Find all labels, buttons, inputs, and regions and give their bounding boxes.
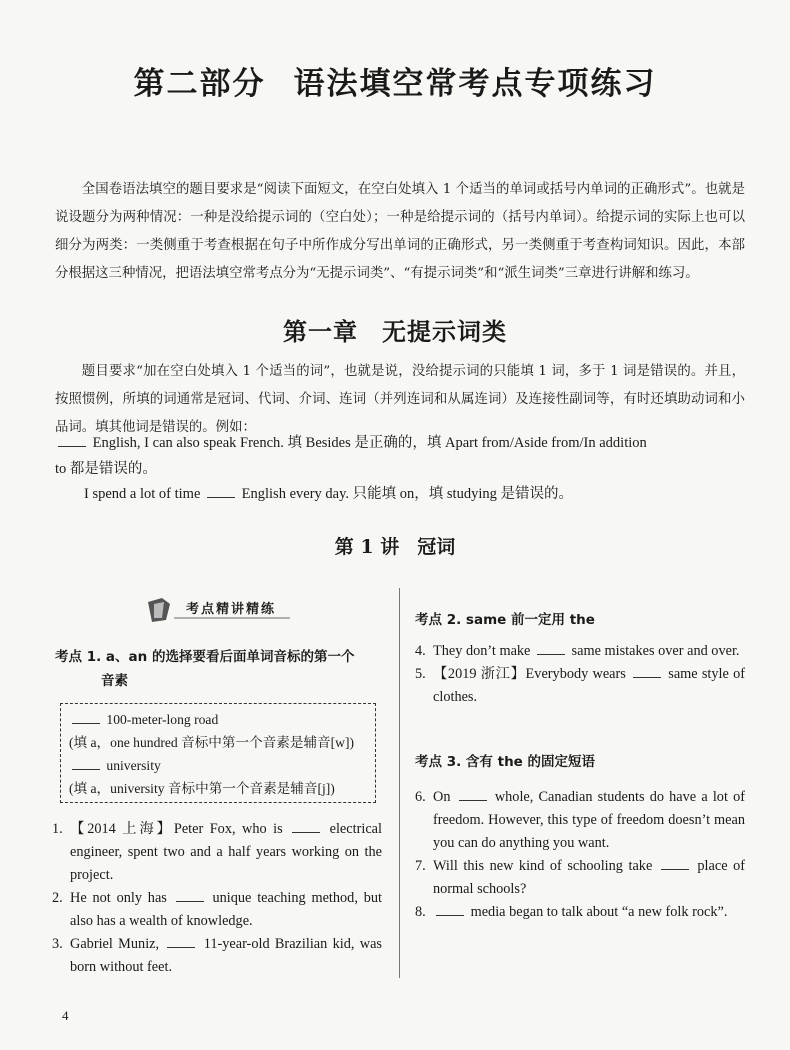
example-1 (55, 430, 745, 482)
right-question-list-a (415, 640, 745, 709)
part-label: 第二部分 (133, 66, 266, 102)
intro-text: 全国卷语法填空的题目要求是“阅读下面短文，在空白处填入 1 个适当的单词或括号内单词的正确形式”。也就是说设题分为两种情况：一种是没给提示词的（空白处）；一种是给提示词的（括号内单词）。给提示词的实际上也可以细分为两类：一类侧重于考查根据在句子中所作成分写出单词的正确形式，另一类侧重于考查构词知识。因此，本部分根据这三种情况，把语法填空常考点分为“无提示词类”、“有提示词类”和“派生词类”三章进行讲解和练习。 (55, 182, 745, 281)
example-box (60, 703, 376, 803)
answer-blank (176, 887, 204, 902)
chapter-title (0, 312, 790, 347)
question-number: 8. (415, 904, 426, 920)
left-question-list (52, 818, 382, 979)
question-item (52, 818, 382, 887)
question-item (415, 786, 745, 855)
right-question-list-b (415, 786, 745, 924)
question-number: 4. (415, 643, 426, 659)
answer-blank (207, 483, 235, 498)
banner-label: 考点精讲精练 (186, 602, 277, 617)
kaodian-1-line2: 音素 (101, 673, 128, 689)
kaodian-1-line1: 考点 1. a、an 的选择要看后面单词音标的第一个 (55, 649, 355, 665)
box-line-4: (填 a，university 音标中第一个音素是辅音[j]) (69, 781, 335, 796)
question-text: unique teaching method, but also has a wealth of knowledge. (70, 890, 382, 929)
example-1-continued: to 都是错误的。 (55, 461, 157, 477)
question-number: 6. (415, 789, 426, 805)
question-number: 7. (415, 858, 426, 874)
question-text: media began to talk about “a new folk rock”. (467, 904, 728, 920)
answer-blank (292, 818, 320, 833)
example-2 (84, 481, 774, 507)
question-item (415, 663, 745, 709)
question-item (415, 640, 745, 663)
answer-blank (72, 709, 100, 724)
lesson-label: 第 1 讲 (334, 536, 400, 558)
kaodian-1-heading (55, 645, 385, 693)
question-text: place of normal schools? (433, 858, 745, 897)
question-text: 11-year-old Brazilian kid, was born without feet. (70, 936, 382, 975)
answer-blank (633, 663, 661, 678)
question-number: 3. (52, 936, 63, 952)
box-line-1: 100-meter-long road (103, 712, 219, 727)
chapter-name: 无提示词类 (382, 317, 507, 346)
example-2-before: I spend a lot of time (84, 486, 205, 502)
question-item (52, 887, 382, 933)
question-number: 1. (52, 821, 63, 837)
answer-blank (167, 933, 195, 948)
answer-blank (58, 432, 86, 447)
question-text: same mistakes over and over. (567, 643, 740, 659)
answer-blank (436, 901, 464, 916)
chapter-label: 第一章 (283, 317, 358, 346)
kaodian-3-heading: 考点 3. 含有 the 的固定短语 (415, 754, 596, 770)
question-text: same style of clothes. (433, 666, 745, 705)
question-number: 2. (52, 890, 63, 906)
question-text: Will this new kind of schooling take (433, 858, 658, 874)
answer-blank (459, 786, 487, 801)
intro-paragraph (55, 176, 745, 288)
lesson-title (0, 532, 790, 559)
question-text: They don’t make (433, 643, 534, 659)
question-text: 【2019 浙江】Everybody wears (433, 666, 631, 682)
question-text: whole, Canadian students do have a lot of freedom. However, this type of freedom doesn’t mean you can do anything you want. (433, 789, 745, 851)
column-divider (399, 588, 400, 978)
answer-blank (537, 640, 565, 655)
question-text: Gabriel Muniz, (70, 936, 165, 952)
question-item (415, 855, 745, 901)
box-line-3: university (103, 758, 161, 773)
question-text: electrical engineer, spent two and a half years working on the project. (70, 821, 382, 883)
question-text: 【2014 上海】Peter Fox, who is (70, 821, 290, 837)
page-number: 4 (62, 1008, 69, 1023)
box-line-2: (填 a，one hundred 音标中第一个音素是辅音[w]) (69, 735, 355, 750)
example-2-after: English every day. 只能填 on，填 studying 是错误的。 (238, 486, 573, 502)
part-name: 语法填空常考点专项练习 (293, 66, 657, 102)
question-number: 5. (415, 666, 426, 682)
kaodian-2-heading: 考点 2. same 前一定用 the (415, 612, 595, 628)
example-1-text: English, I can also speak French. 填 Besides 是正确的，填 Apart from/Aside from/In addition (89, 435, 647, 451)
answer-blank (661, 855, 689, 870)
question-text: On (433, 789, 456, 805)
question-item (415, 901, 745, 924)
rule-text: 题目要求“加在空白处填入 1 个适当的词”，也就是说，没给提示词的只能填 1 词，多于 1 词是错误的。并且，按照惯例，所填的词通常是冠词、代词、介词、连词（并列连词和从属连词）及连接性副词等，有时还填助动词和小品词。填其他词是错误的。例如： (55, 364, 745, 435)
answer-blank (72, 755, 100, 770)
part-title (0, 58, 790, 103)
question-text: He not only has (70, 890, 173, 906)
question-item (52, 933, 382, 979)
lesson-name: 冠词 (417, 536, 456, 558)
